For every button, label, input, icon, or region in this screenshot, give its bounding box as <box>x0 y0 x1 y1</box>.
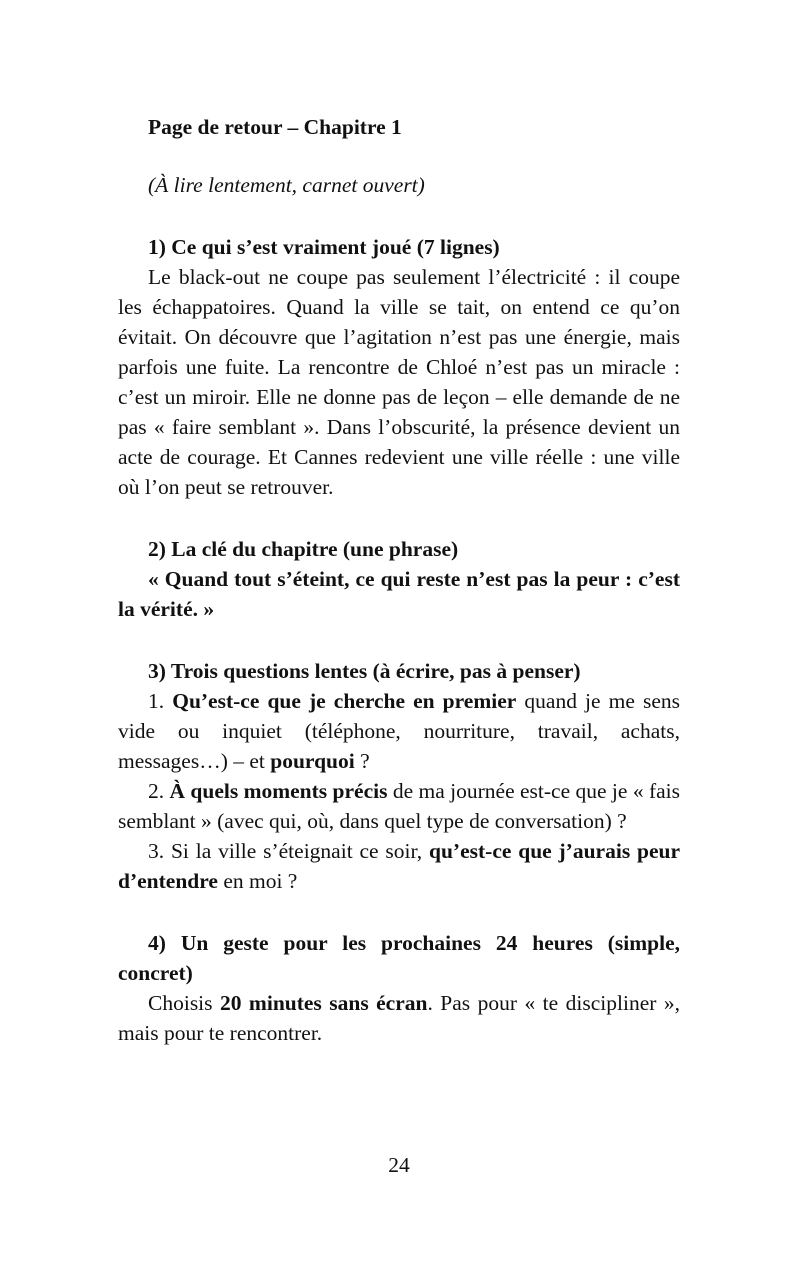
question-2 <box>118 776 680 836</box>
question-1-end: ? <box>354 749 370 773</box>
question-3-text: en moi ? <box>217 869 298 893</box>
section-1-heading: 1) Ce qui s’est vraiment joué (7 lignes) <box>148 235 500 259</box>
section-2-heading: 2) La clé du chapitre (une phrase) <box>148 537 459 561</box>
question-1 <box>118 686 680 776</box>
question-3-bold: qu’est-ce que j’aurais peur d’entendre <box>118 839 681 893</box>
section-4-bold: 20 minutes sans écran <box>219 991 428 1015</box>
question-1-bold: Qu’est-ce que je cherche en premier <box>172 689 517 713</box>
page-number: 24 <box>388 1153 410 1177</box>
question-1-number: 1. <box>148 689 173 713</box>
section-4-pre: Choisis <box>148 991 220 1015</box>
section-1-body: Le black-out ne coupe pas seulement l’électricité : il coupe les échappatoires. Quand la ville se tait, on entend ce qu’on évitait. On découvre que l’agitation n’est pas une énergie, mais parfois une fuite. La rencontre de Chloé n’est pas un miracle : c’est un miroir. Elle ne donne pas de leçon – elle demande de ne pas « faire semblant ». Dans l’obscurité, la présence devient un acte de courage. Et Cannes redevient une ville réelle : une ville où l’on peut se retrouver. <box>118 265 680 499</box>
question-1-bold-2: pourquoi <box>270 749 355 773</box>
section-4-heading: 4) Un geste pour les prochaines 24 heures (simple, concret) <box>118 931 680 985</box>
section-3-heading: 3) Trois questions lentes (à écrire, pas à penser) <box>148 659 581 683</box>
page-subtitle: (À lire lentement, carnet ouvert) <box>148 173 425 197</box>
section-4-text: . Pas pour « te discipliner », mais pour te rencontrer. <box>118 991 680 1045</box>
key-quote: « Quand tout s’éteint, ce qui reste n’est pas la peur : c’est la vérité. » <box>118 567 680 621</box>
page-title: Page de retour – Chapitre 1 <box>148 115 402 139</box>
question-3-number: 3. <box>148 839 171 863</box>
page-content <box>118 112 680 1048</box>
question-2-text: de ma journée est-ce que je « fais semblant » (avec qui, où, dans quel type de conversation) ? <box>118 779 680 833</box>
question-1-text: quand je me sens vide ou inquiet (téléphone, nourriture, travail, achats, messages…) – et <box>118 689 680 773</box>
question-3-pre: Si la ville s’éteignait ce soir, <box>170 839 430 863</box>
question-2-number: 2. <box>148 779 170 803</box>
question-2-bold: À quels moments précis <box>169 779 388 803</box>
section-4-body <box>118 988 680 1048</box>
question-3 <box>118 836 680 896</box>
